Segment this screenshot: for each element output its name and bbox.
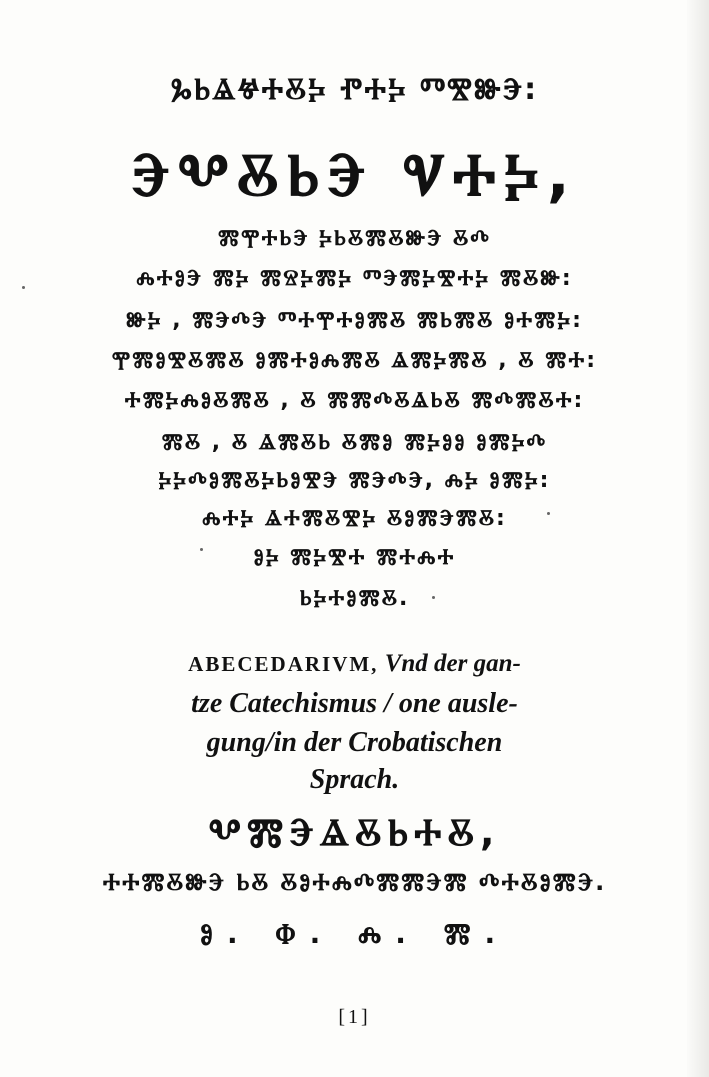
body-line: ⰖⰍ , ⰏⰅⰄⰅ ⰕⰀⰉⰀⰑⰏⰋ ⰏⰓⰏⰋ ⰑⰀⰏⰍ:: [126, 308, 583, 333]
latin-title-fraktur: Vnd der gan-: [384, 650, 521, 677]
latin-title-line-3: gung/in der Crobatischen: [206, 727, 503, 758]
imprint-line: ⰀⰀⰏⰋⰖⰅ ⰓⰋ ⰋⰑⰀⰎⰄⰏⰏⰅⰏ ⰄⰀⰋⰑⰏⰅ.: [102, 868, 607, 896]
paper-speck: [432, 596, 435, 599]
imprint-line-big: ⰂⰏⰅⰡⰋⰓⰀⰋ,: [208, 810, 501, 854]
body-line: ⰍⰍⰄⰑⰏⰋⰍⰓⰑⰊⰅ ⰏⰅⰄⰅ, ⰎⰍ ⰑⰏⰍ:: [158, 468, 551, 493]
body-line: ⰎⰀⰑⰅ ⰏⰍ ⰏⰔⰍⰏⰍ ⰕⰅⰏⰍⰊⰀⰍ ⰏⰋⰖ:: [136, 266, 573, 291]
body-line: ⰏⰋ , Ⰻ ⰡⰏⰋⰓ ⰋⰏⰑ ⰏⰍⰑⰑ ⰑⰏⰍⰄ: [161, 430, 548, 455]
body-line: ⰉⰏⰑⰊⰋⰏⰋ ⰑⰏⰀⰑⰎⰏⰋ ⰡⰏⰍⰏⰋ , Ⰻ ⰏⰀ:: [111, 348, 598, 373]
page-number: [1]: [338, 1006, 371, 1028]
title-line-1: ⰃⰓⰡⰝⰀⰋⰍ ⰒⰀⰍ ⰕⰊⰖⰅ:: [170, 72, 539, 107]
body-line: ⰓⰍⰀⰑⰏⰋ.: [299, 586, 410, 611]
latin-title-line-2: tze Catechismus / one ausle-: [191, 688, 518, 719]
body-line: ⰑⰍ ⰏⰍⰊⰀ ⰏⰀⰎⰀ: [253, 545, 456, 570]
paper-speck: [200, 548, 203, 551]
paper-speck: [547, 512, 550, 515]
latin-title-line-4: Sprach.: [309, 764, 400, 795]
title-line-2: ⰅⰂⰋⰓⰅ ⰜⰀⰍ,: [131, 140, 578, 210]
latin-title-line-1: [0, 650, 709, 678]
date-line: Ⱁ. Ⱇ. Ⰾ. Ⰿ.: [199, 917, 510, 950]
body-line: ⰀⰏⰍⰎⰑⰋⰏⰋ , Ⰻ ⰏⰏⰄⰋⰡⰓⰋ ⰏⰄⰏⰋⰀ:: [124, 388, 585, 413]
latin-title-caps: ABECEDARIVM,: [188, 652, 379, 676]
paper-speck: [22, 286, 25, 289]
body-line: ⰏⰉⰀⰓⰅ ⰍⰓⰋⰏⰋⰖⰅ ⰋⰄ: [218, 226, 491, 251]
body-line: ⰎⰀⰍ ⰡⰀⰏⰋⰊⰍ ⰋⰑⰏⰅⰏⰋ:: [202, 506, 507, 531]
